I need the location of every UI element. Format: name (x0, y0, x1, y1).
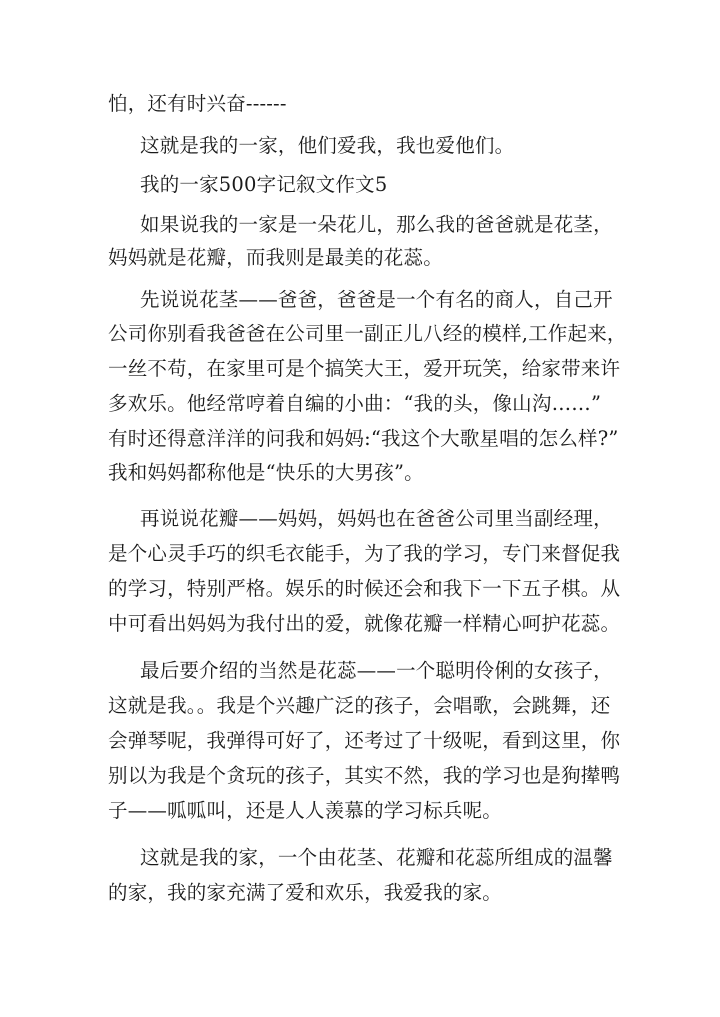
text-line-19: 别以为我是个贪玩的孩子，其实不然，我的学习也是狗撵鸭 (108, 764, 621, 787)
text-line-15: 中可看出妈妈为我付出的爱，就像花瓣一样精心呵护花蕊。 (108, 612, 621, 635)
text-line-2: 这就是我的一家，他们爱我，我也爱他们。 (140, 134, 515, 157)
text-line-4: 如果说我的一家是一朵花儿，那么我的爸爸就是花茎， (140, 213, 613, 236)
text-line-13: 是个心灵手巧的织毛衣能手，为了我的学习，专门来督促我 (108, 542, 621, 565)
text-line-1: 怕，还有时兴奋------ (108, 92, 287, 115)
text-line-11: 我和妈妈都称他是“快乐的大男孩”。 (108, 461, 424, 484)
text-line-8: 一丝不苟，在家里可是个搞笑大王，爱开玩笑，给家带来许 (108, 357, 621, 380)
text-line-14: 的学习，特别严格。娱乐的时候还会和我下一下五子棋。从 (108, 577, 621, 600)
text-line-10: 有时还得意洋洋的问我和妈妈:“我这个大歌星唱的怎么样?” (108, 427, 619, 450)
text-line-16: 最后要介绍的当然是花蕊——一个聪明伶俐的女孩子， (140, 659, 613, 682)
text-line-9: 多欢乐。他经常哼着自编的小曲：“我的头，像山沟……” (108, 392, 602, 415)
text-line-18: 会弹琴呢，我弹得可好了，还考过了十级呢，看到这里，你 (108, 729, 621, 752)
text-line-5: 妈妈就是花瓣，而我则是最美的花蕊。 (108, 246, 443, 269)
article-title: 我的一家500字记叙文作文5 (140, 173, 388, 196)
text-line-22: 的家，我的家充满了爱和欢乐，我爱我的家。 (108, 881, 503, 904)
text-line-17: 这就是我。。我是个兴趣广泛的孩子，会唱歌，会跳舞，还 (108, 694, 611, 717)
text-line-20: 子——呱呱叫，还是人人羡慕的学习标兵呢。 (108, 799, 503, 822)
text-line-21: 这就是我的家，一个由花茎、花瓣和花蕊所组成的温馨 (140, 846, 613, 869)
text-line-7: 公司你别看我爸爸在公司里一副正儿八经的模样,工作起来， (108, 322, 627, 345)
text-line-12: 再说说花瓣——妈妈，妈妈也在爸爸公司里当副经理， (140, 507, 613, 530)
text-line-6: 先说说花茎——爸爸，爸爸是一个有名的商人，自己开 (140, 288, 613, 311)
